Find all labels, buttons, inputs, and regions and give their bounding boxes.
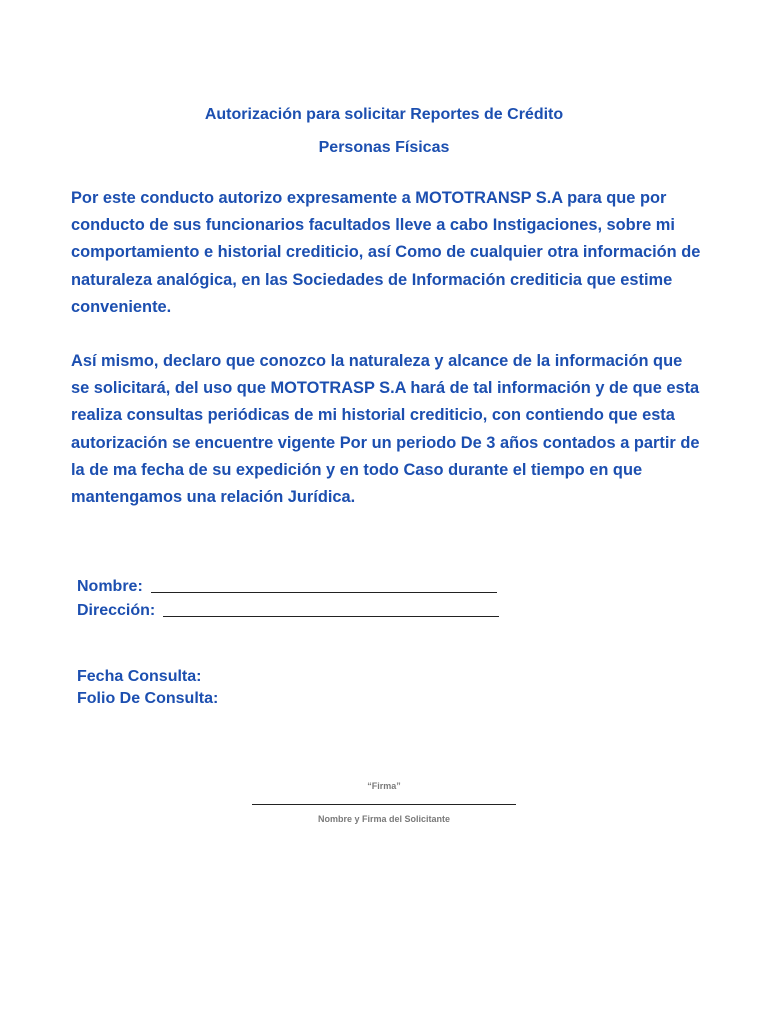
direccion-field [77,600,499,622]
nombre-field [77,576,497,598]
firma-label: “Firma” [367,781,401,791]
nombre-label: Nombre: [77,578,143,595]
nombre-blank-line[interactable] [151,592,497,593]
fecha-consulta-field [77,666,201,688]
document-subtitle: Personas Físicas [318,139,450,156]
signature-line[interactable] [252,804,516,805]
authorization-paragraph: Por este conducto autorizo expresamente a MOTOTRANSP S.A para que por conducto de sus funcionarios facultados lleve a cabo Instigaciones, sobre mi comportamiento e historial crediticio, así Como de cualquier otra información de naturaleza analógica, en las Sociedades de Información crediticia que estime conveniente. [71,189,701,316]
signature-caption: Nombre y Firma del Solicitante [317,814,451,824]
folio-consulta-label: Folio De Consulta: [77,690,219,707]
fecha-consulta-label: Fecha Consulta: [77,668,202,685]
folio-consulta-field [77,688,218,710]
direccion-blank-line[interactable] [163,616,499,617]
declaration-paragraph: Así mismo, declaro que conozco la naturaleza y alcance de la información que se solicitará, del uso que MOTOTRASP S.A hará de tal información y de que esta realiza consultas periódicas de mi historial crediticio, con contiendo que esta autorización se encuentre vigente Por un periodo De 3 años contados a partir de la de ma fecha de su expedición y en todo Caso durante el tiempo en que mantengamos una relación Jurídica. [71,352,700,507]
direccion-label: Dirección: [77,602,156,619]
document-title: Autorización para solicitar Reportes de Crédito [204,106,564,123]
